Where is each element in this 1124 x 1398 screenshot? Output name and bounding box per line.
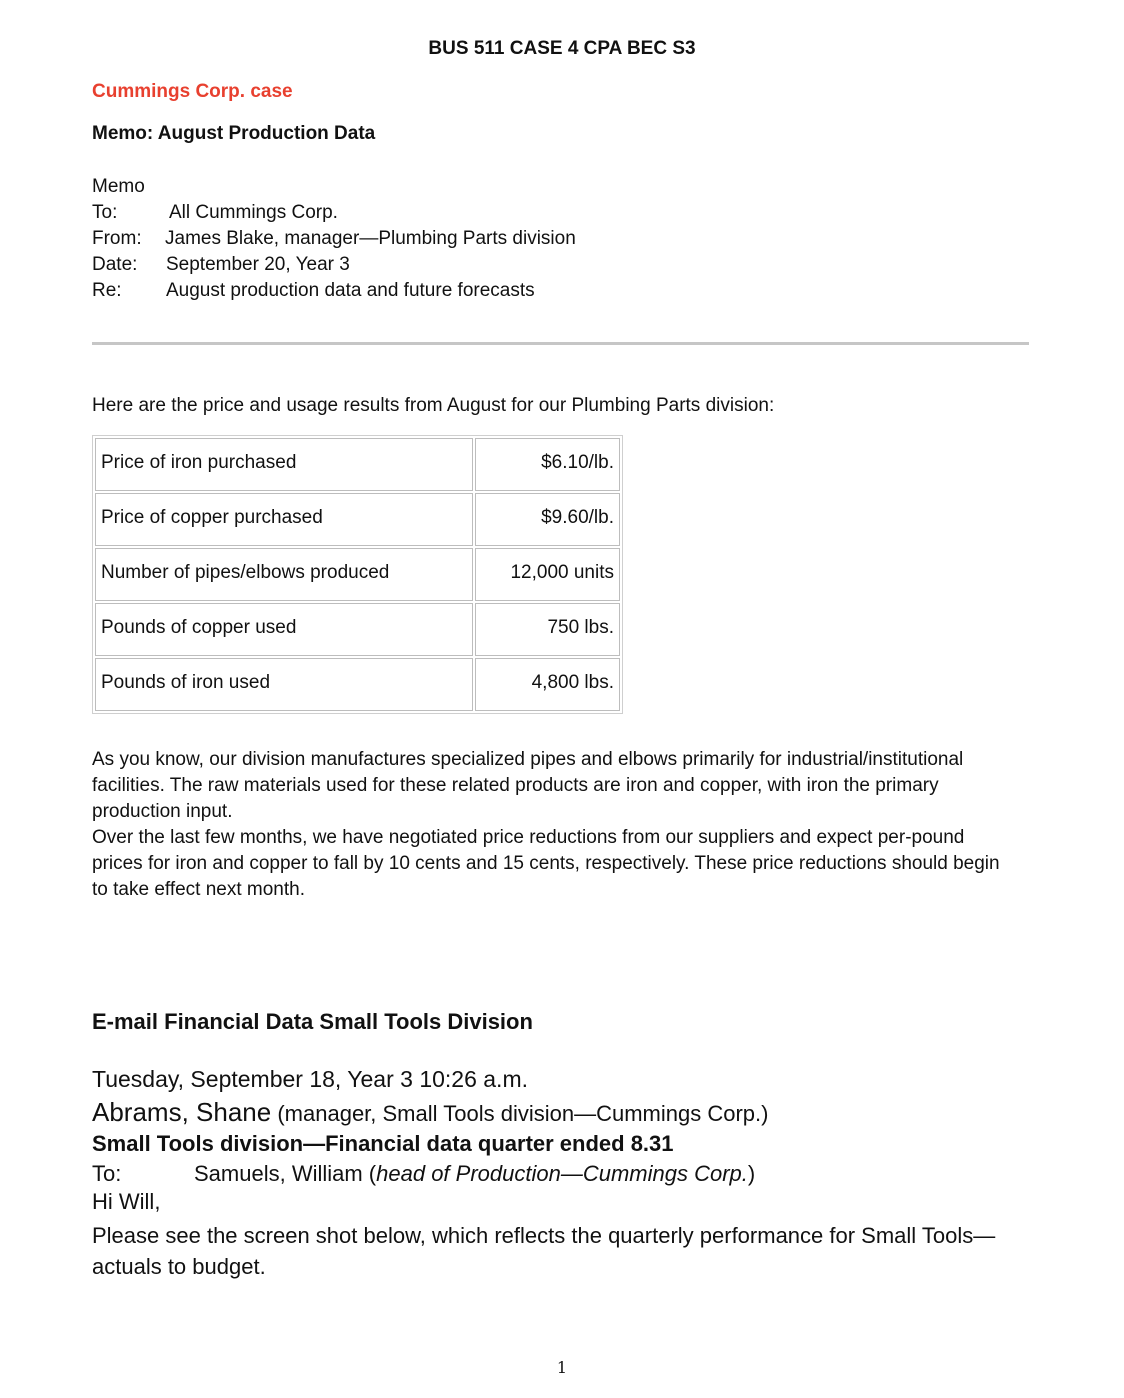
memo-label: Memo <box>92 176 145 197</box>
horizontal-divider <box>92 342 1029 345</box>
table-cell-value: 750 lbs. <box>475 603 620 656</box>
intro-text: Here are the price and usage results from August for our Plumbing Parts division: <box>92 395 775 416</box>
case-title: Cummings Corp. case <box>92 81 293 102</box>
email-from-detail: manager, Small Tools division—Cummings Corp. <box>284 1101 762 1126</box>
email-greeting: Hi Will, <box>92 1189 161 1214</box>
email-from-open-paren: ( <box>271 1101 285 1126</box>
email-from-close-paren: ) <box>761 1101 769 1126</box>
memo-section-title: Memo: August Production Data <box>92 123 376 144</box>
table-cell-label: Number of pipes/elbows produced <box>95 548 473 601</box>
email-to-detail: head of Production—Cummings Corp. <box>376 1161 748 1186</box>
email-subject: Small Tools division—Financial data quarter ended 8.31 <box>92 1131 674 1156</box>
table-cell-label: Pounds of iron used <box>95 658 473 711</box>
memo-re-label: Re: <box>92 280 122 301</box>
memo-from-label: From: <box>92 228 142 249</box>
table-row <box>95 493 620 546</box>
email-from-name: Abrams, Shane <box>92 1097 272 1127</box>
paragraph-price-reductions: Over the last few months, we have negotiated price reductions from our suppliers and expect per-pound prices for iron and copper to fall by 10 cents and 15 cents, respectively. These price reductions should begin to take effect next month. <box>92 827 1000 900</box>
email-to-close-paren: ) <box>747 1161 756 1186</box>
memo-to-label: To: <box>92 202 118 223</box>
table-cell-label: Price of iron purchased <box>95 438 473 491</box>
table-cell-value: $9.60/lb. <box>475 493 620 546</box>
table-row <box>95 658 620 711</box>
paragraph-division-overview: As you know, our division manufactures specialized pipes and elbows primarily for industrial/institutional facilities. The raw materials used for these related products are iron and copper, with iron the primary production input. <box>92 749 964 822</box>
table-cell-value: 4,800 lbs. <box>475 658 620 711</box>
table-cell-value: $6.10/lb. <box>475 438 620 491</box>
email-from <box>92 1097 768 1128</box>
table-cell-label: Price of copper purchased <box>95 493 473 546</box>
table-row <box>95 438 620 491</box>
document-header-title: BUS 511 CASE 4 CPA BEC S3 <box>428 38 696 59</box>
email-to-recipient <box>194 1161 755 1187</box>
memo-date-label: Date: <box>92 254 138 275</box>
page-number: 1 <box>556 1358 568 1377</box>
memo-date-value: September 20, Year 3 <box>166 254 350 275</box>
table-cell-value: 12,000 units <box>475 548 620 601</box>
memo-from-value: James Blake, manager—Plumbing Parts division <box>165 228 576 249</box>
table-row <box>95 603 620 656</box>
email-section-heading: E-mail Financial Data Small Tools Division <box>92 1009 533 1034</box>
table-row <box>95 548 620 601</box>
memo-to-value: All Cummings Corp. <box>169 202 338 223</box>
email-datetime: Tuesday, September 18, Year 3 10:26 a.m. <box>92 1066 529 1092</box>
email-body: Please see the screen shot below, which reflects the quarterly performance for Small Tools—actuals to budget. <box>92 1223 996 1279</box>
results-table <box>92 435 623 714</box>
email-to-name: Samuels, William ( <box>194 1161 377 1186</box>
memo-re-value: August production data and future forecasts <box>166 280 535 301</box>
table-cell-label: Pounds of copper used <box>95 603 473 656</box>
email-to-label: To: <box>92 1161 122 1186</box>
